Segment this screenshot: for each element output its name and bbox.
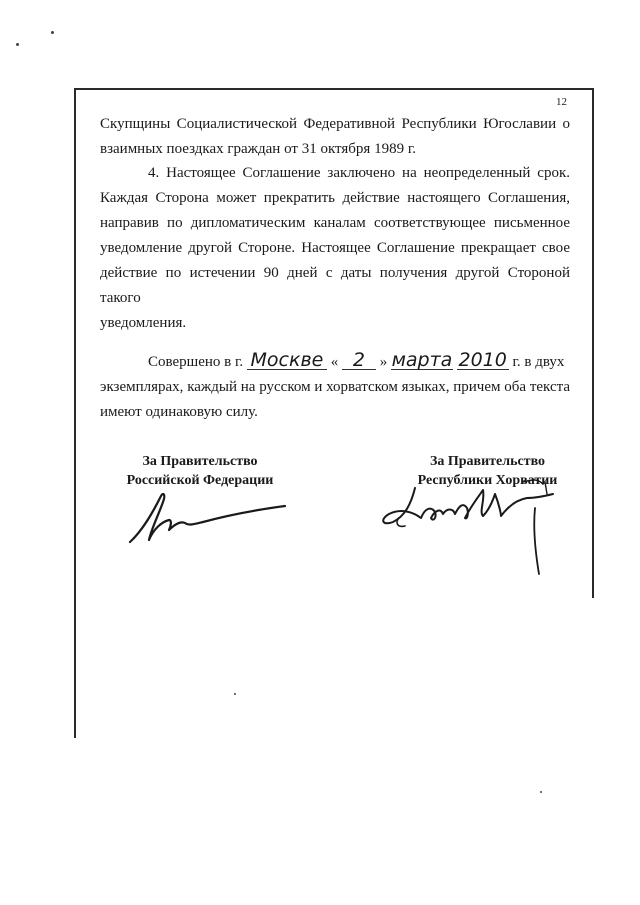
signing-prefix: Совершено в г. <box>148 354 244 370</box>
scan-speck <box>540 791 542 793</box>
text-line: имеют одинаковую силу. <box>100 404 258 420</box>
text-line: направив по дипломатическим каналам соответствующее письменное <box>100 215 570 231</box>
scan-speck <box>16 43 19 46</box>
text-line: 4. Настоящее Соглашение заключено на неопределенный срок. <box>148 165 570 181</box>
text-line: Каждая Сторона может прекратить действие настоящего Соглашения, <box>100 190 570 206</box>
text-line: Скупщины Социалистической Федеративной Республики Югославии о <box>100 116 570 132</box>
text-line: уведомления. <box>100 315 187 331</box>
page-frame-top <box>74 88 594 90</box>
text-line: взаимных поездках граждан от 31 октября 1989 г. <box>100 141 417 157</box>
signing-line <box>100 350 570 375</box>
quote-open: « <box>330 354 339 370</box>
text-line: уведомление другой Стороне. Настоящее Соглашение прекращает свое <box>100 240 570 256</box>
scan-speck <box>51 31 54 34</box>
signatory-left-line1: За Правительство <box>142 454 258 469</box>
signatory-right-line1: За Правительство <box>429 454 546 469</box>
scan-speck <box>234 693 236 695</box>
signatory-left <box>100 452 300 490</box>
signatory-right-line2: Республики Хорватии <box>417 473 558 488</box>
paragraph-continued <box>100 112 570 162</box>
signatory-left-line2: Российской Федерации <box>126 473 274 488</box>
signing-suffix: г. в двух <box>512 354 565 370</box>
page-frame-right <box>592 88 594 598</box>
paragraph-4 <box>100 161 570 336</box>
page-frame-left <box>74 88 76 738</box>
signature-left <box>125 490 290 550</box>
signature-right <box>375 478 575 578</box>
signing-paragraph <box>100 350 570 425</box>
text-line: действие по истечении 90 дней с даты получения другой Стороной такого <box>100 265 570 306</box>
handwritten-day: 2 <box>342 351 376 370</box>
handwritten-year: 2010 <box>458 349 507 371</box>
page-number: 12 <box>556 96 567 108</box>
text-line: экземплярах, каждый на русском и хорватском языках, причем оба текста <box>100 379 570 395</box>
quote-close: » <box>379 354 388 370</box>
handwritten-month: марта <box>391 349 453 371</box>
handwritten-city: Москве <box>247 351 327 370</box>
